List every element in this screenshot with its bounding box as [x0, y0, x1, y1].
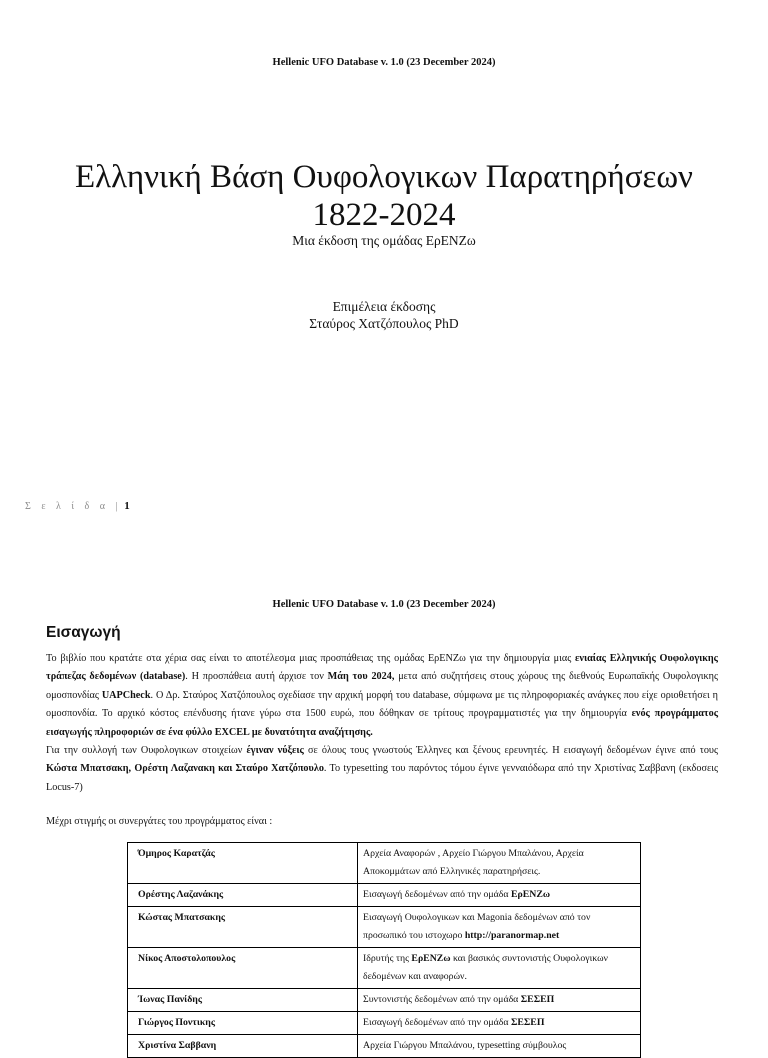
partner-name: Χριστίνα Σαββανη — [128, 1035, 358, 1058]
partner-role — [358, 843, 641, 884]
text-run-bold: ενός προγράμματος εισαγωγής πληροφοριών σε ένα φύλλο EXCEL με δυνατότητα αναζήτησης. — [46, 708, 718, 738]
text-run-bold: ενιαίας Ελληνικής Ουφολογικης τράπεζας δεδομένων (database) — [46, 653, 718, 683]
role-text-bold: ΣΕΣΕΠ — [520, 994, 555, 1005]
table-row — [128, 1012, 641, 1035]
text-run-bold: UAPCheck — [101, 689, 151, 701]
role-text: Εισαγωγή δεδομένων από την ομάδα — [363, 1017, 511, 1028]
document-subtitle: Μια έκδοση της ομάδας ΕρΕΝΖω — [292, 233, 476, 248]
text-run: Το βιβλίο που κρατάτε στα χέρια σας είναι το αποτέλεσμα μιας προσπάθειας της ομάδας ΕρΕΝΖω για την δημιουργία μιας — [46, 653, 576, 664]
partner-name: Όμηρος Καρατζάς — [128, 843, 358, 884]
role-link: http://paranormap.net — [464, 930, 560, 941]
text-run: μετα από συζητήσεις στους χώρους της διεθνούς Ευρωπαϊκής Ουφολογικης ομοσπονδίας — [46, 671, 719, 701]
partner-name: Νίκος Αποστολοπουλος — [128, 948, 358, 989]
role-text-bold: ΕρΕΝΖω — [411, 953, 451, 964]
table-row — [128, 843, 641, 884]
partners-table — [127, 842, 641, 1058]
role-text: και βασικός συντονιστής Ουφολογικων δεδομένων και αναφορών. — [363, 953, 608, 982]
partner-name: Ορέστης Λαζανάκης — [128, 884, 358, 907]
text-run-bold: έγιναν νύξεις — [246, 745, 304, 757]
partner-role — [358, 1012, 641, 1035]
text-run: σε όλους τους γνωστούς Έλληνες και ξένους ερευνητές. Η εισαγωγή δεδομένων έγινε από τους — [303, 745, 718, 757]
role-text: Αρχεία Αναφορών , Αρχείο Γιώργου Μπαλάνου, Αρχεία Αποκομμάτων από Ελληνικές παρατηρήσεις. — [363, 848, 584, 877]
text-run-bold: Κώστα Μπατσακη, Ορέστη Λαζανακη και Σταύρο Χατζόπουλο — [46, 763, 324, 775]
role-text: Συντονιστής δεδομένων από την ομάδα — [363, 994, 521, 1005]
text-run: . Η προσπάθεια αυτή άρχισε τον — [185, 671, 328, 683]
table-row — [128, 1035, 641, 1058]
page-number-footer — [25, 500, 130, 512]
page-number: 1 — [124, 500, 130, 512]
page-label: Σ ε λ ί δ α | — [25, 501, 122, 512]
partner-name: Κώστας Μπατσακης — [128, 907, 358, 948]
table-row — [128, 989, 641, 1012]
partner-role — [358, 907, 641, 948]
table-row — [128, 907, 641, 948]
intro-text — [46, 650, 718, 797]
role-text: Εισαγωγή Ουφολογικων και Magonia δεδομένων από τον προσωπικό του ιστοχωρο — [363, 912, 591, 941]
editor-name: Σταύρος Χατζόπουλος PhD — [309, 316, 459, 331]
text-run: . Ο Δρ. Σταύρος Χατζόπουλος σχεδίασε την αρχική μορφή του database, σύμφωνα με τις πληροφοριακές ανάγκες που είχε οριοθετήσει η ομοσπονδία. Το αρχικό κόστος επένδυσης ήτανε γύρω στα 1500 ευρώ, που δόθηκαν σε τρίτους προγραμματιστές για την δημιουργία — [46, 689, 718, 720]
role-text: typesetting σύμβουλος — [477, 1040, 567, 1051]
table-row — [128, 884, 641, 907]
role-text: Εισαγωγή δεδομένων από την ομάδα — [363, 889, 511, 900]
partner-name: Ίωνας Πανίδης — [128, 989, 358, 1012]
document-title — [0, 158, 768, 234]
role-text-bold: ΕρΕΝΖω — [510, 889, 551, 900]
intro-paragraph — [46, 650, 718, 742]
intro-paragraph — [46, 742, 718, 797]
partner-role — [358, 948, 641, 989]
title-line-1: Ελληνική Βάση Ουφολογικων Παρατηρήσεων — [75, 159, 693, 195]
editor-label: Επιμέλεια έκδοσης — [332, 299, 436, 314]
partners-lead: Μέχρι στιγμής οι συνεργάτες του προγράμματος είναι : — [46, 816, 273, 827]
partner-role — [358, 1035, 641, 1058]
editor-block — [0, 298, 768, 332]
partner-role — [358, 884, 641, 907]
role-text: Αρχεία Γιώργου Μπαλάνου, — [363, 1040, 478, 1051]
page-header: Hellenic UFO Database v. 1.0 (23 December 2024) — [272, 599, 496, 610]
role-text: Ιδρυτής της — [363, 953, 412, 964]
text-run-bold: Μάη του 2024, — [327, 671, 395, 683]
text-run: . Το typesetting του παρόντος τόμου έγινε γενναιόδωρα από την Χριστίνας Σαββανη (εκδοσεις Locus-7) — [46, 763, 718, 793]
partner-name: Γιώργος Ποντικης — [128, 1012, 358, 1035]
title-line-2: 1822-2024 — [312, 197, 456, 233]
role-text-bold: ΣΕΣΕΠ — [510, 1017, 545, 1028]
partner-role — [358, 989, 641, 1012]
section-heading: Εισαγωγή — [46, 624, 121, 641]
table-row — [128, 948, 641, 989]
text-run: Για την συλλογή των Ουφολογικων στοιχείων — [46, 745, 247, 757]
page-header: Hellenic UFO Database v. 1.0 (23 December 2024) — [272, 57, 496, 68]
